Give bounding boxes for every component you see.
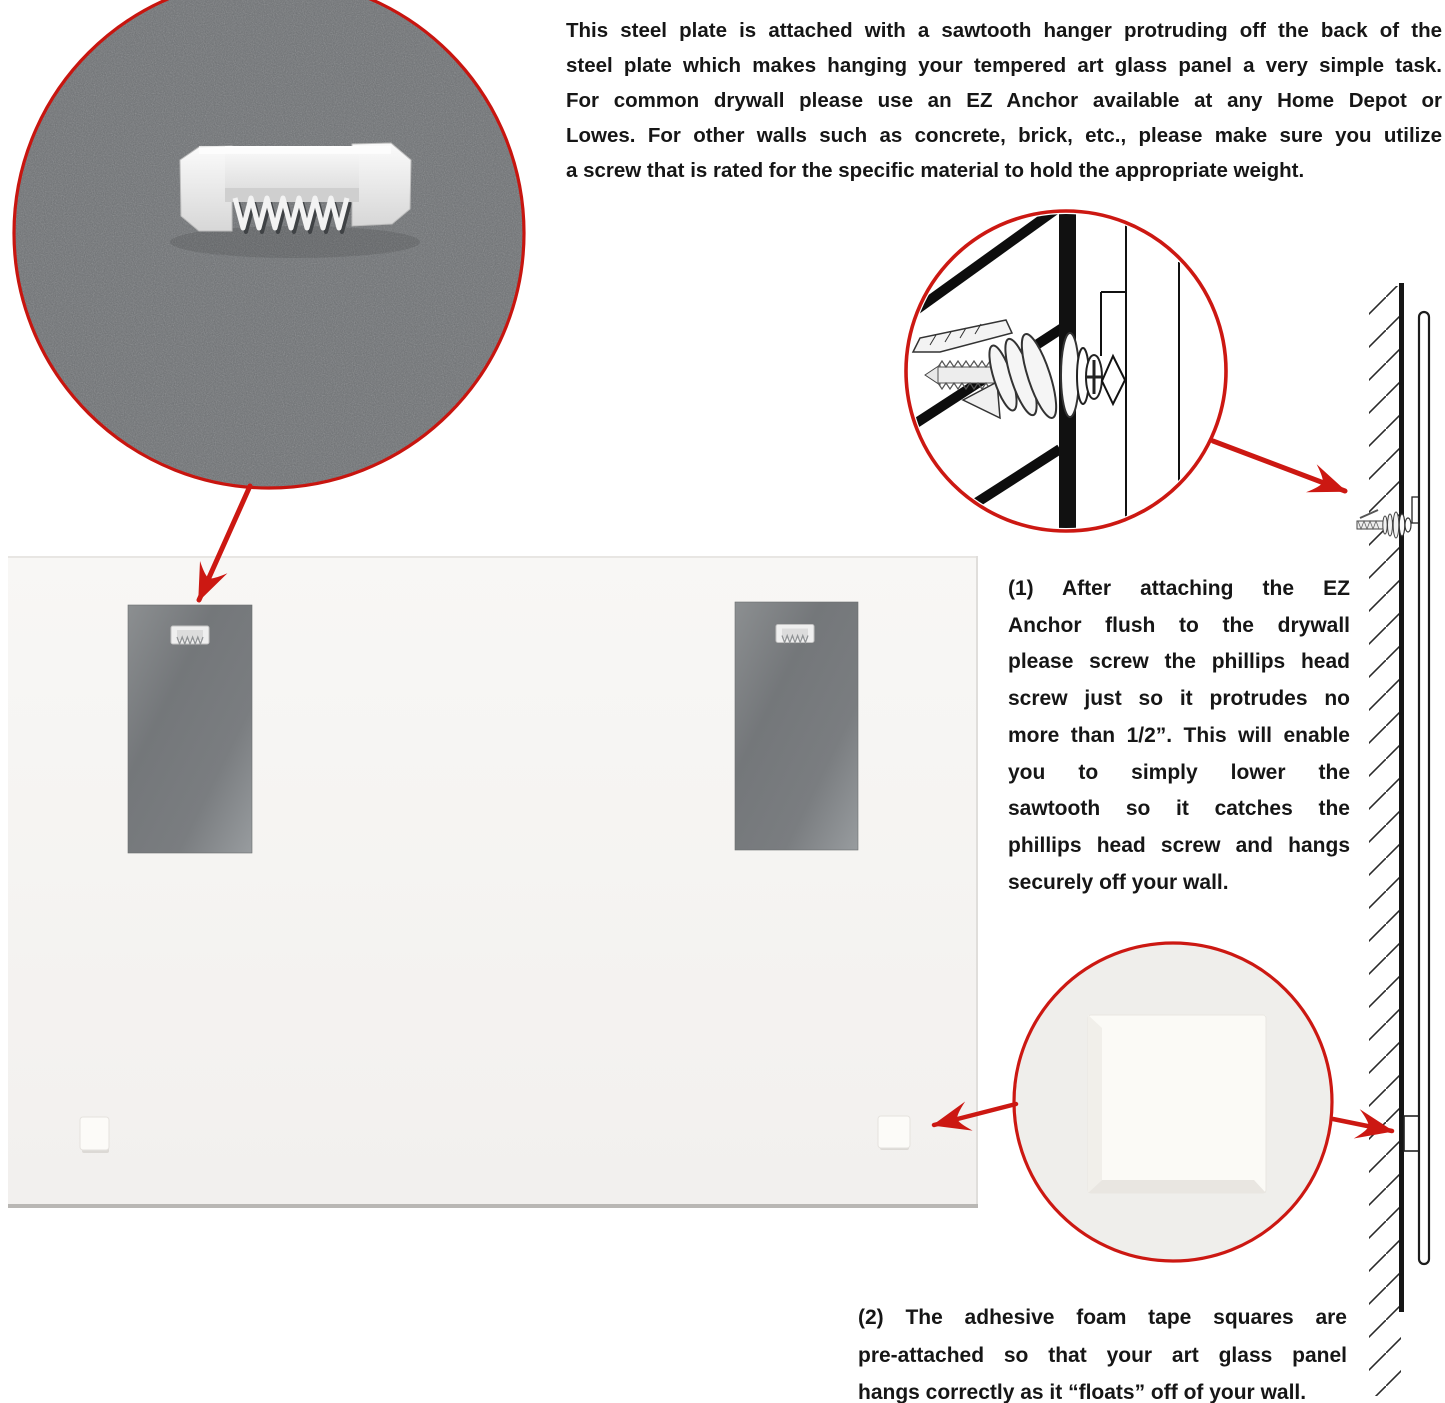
step1-line: screw just so it protrudes no — [1008, 687, 1350, 711]
intro-line: a screw that is rated for the specific material to hold the appropriate weight. — [566, 159, 1305, 182]
step1-line: please screw the phillips head — [1008, 650, 1350, 674]
glass-panel-back — [8, 556, 978, 1208]
panel-right-edge — [976, 556, 978, 1206]
step1-line: you to simply lower the — [1008, 760, 1350, 784]
step2-line: pre-attached so that your art glass panel — [858, 1343, 1347, 1367]
intro-line: steel plate which makes hanging your tempered art glass panel a very simple task. — [566, 54, 1442, 77]
foam-square-right — [878, 1116, 910, 1150]
panel-bottom-edge — [8, 1204, 978, 1208]
step1-line: securely off your wall. — [1008, 870, 1229, 894]
sawtooth-closeup-circle — [14, 0, 524, 488]
step2-line: hangs correctly as it “floats” off of your wall. — [858, 1381, 1307, 1403]
sawtooth-hanger-left — [171, 626, 209, 644]
intro-line: Lowes. For other walls such as concrete, brick, etc., please make sure you utilize — [566, 124, 1442, 147]
wall-line — [1399, 283, 1404, 1312]
sawtooth-hanger-right — [776, 625, 814, 643]
step2-line: (2) The adhesive foam tape squares are — [858, 1306, 1347, 1329]
ez-anchor-circle — [890, 205, 1226, 540]
sawtooth-hanger-closeup — [170, 143, 420, 258]
panel-top-edge — [8, 556, 978, 558]
step1-paragraph — [1008, 571, 1350, 901]
step1-line: (1) After attaching the EZ — [1008, 577, 1350, 600]
foam-square-left — [80, 1117, 109, 1153]
step1-line: sawtooth so it catches the — [1008, 797, 1350, 821]
intro-line: This steel plate is attached with a sawtooth hanger protruding off the back of the — [566, 19, 1442, 42]
step1-line: phillips head screw and hangs — [1008, 833, 1350, 857]
foam-square-closeup — [1088, 1015, 1266, 1193]
red-arrow-to-wall-anchor — [1213, 441, 1345, 491]
foam-tape-circle — [1014, 943, 1332, 1261]
intro-line: For common drywall please use an EZ Anchor available at any Home Depot or — [566, 89, 1442, 112]
step2-paragraph — [858, 1299, 1347, 1403]
intro-paragraph — [566, 13, 1442, 188]
mini-foam-tape — [1404, 1116, 1419, 1151]
panel-side-profile — [1419, 312, 1429, 1264]
wall-side-view-diagram — [1357, 283, 1429, 1396]
wall-hatching — [1369, 286, 1401, 1396]
step1-line: Anchor flush to the drywall — [1008, 613, 1350, 637]
step1-line: more than 1/2”. This will enable — [1008, 723, 1350, 747]
